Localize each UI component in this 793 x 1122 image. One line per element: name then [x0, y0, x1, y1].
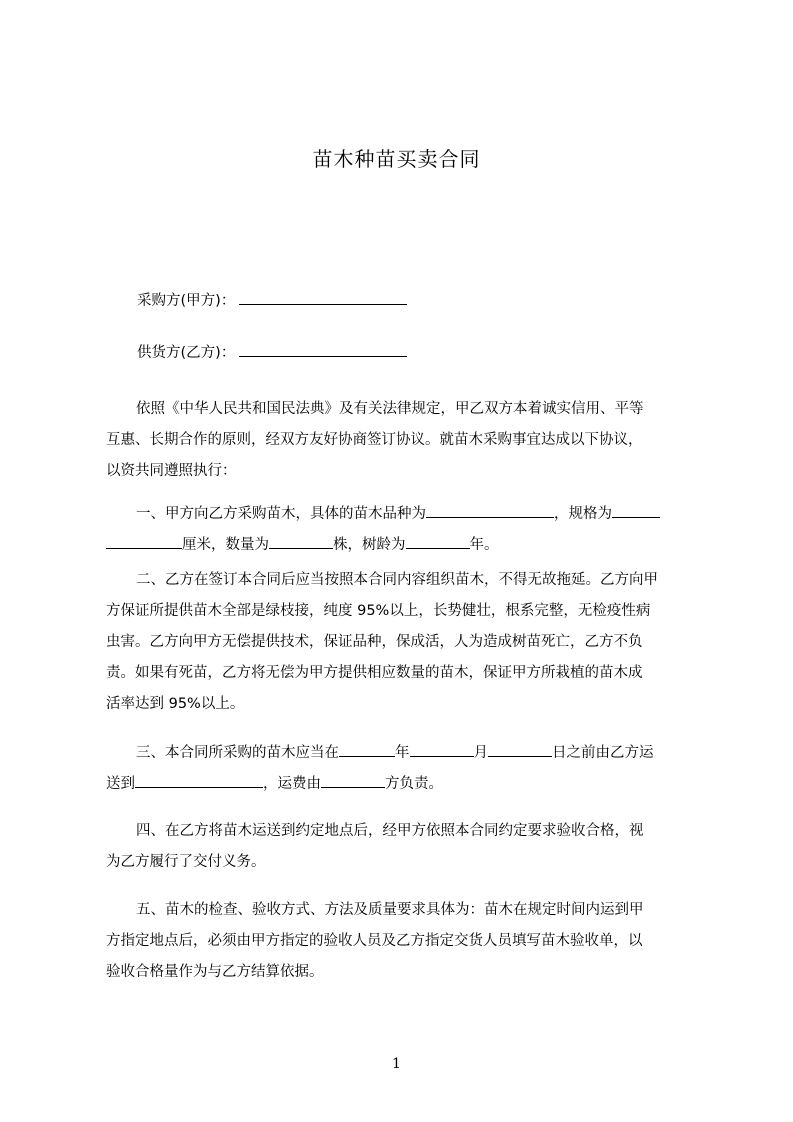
paragraph-line: 活率达到 95%以上。 [106, 696, 245, 712]
party-a-field [137, 290, 407, 310]
clause-1-text-c: 厘米，数量为 [182, 537, 269, 553]
clause-3-text-g: 方负责。 [385, 776, 443, 792]
clause-1-text-e: 年。 [469, 537, 499, 553]
paragraph-line [106, 499, 702, 530]
clause-4-paragraph [106, 816, 702, 878]
party-b-field [137, 342, 407, 362]
clause-1-text-a: 一、甲方向乙方采购苗木，具体的苗木品种为 [136, 506, 426, 522]
paragraph-line: 二、乙方在签订本合同后应当按照本合同内容组织苗木，不得无故拖延。乙方向甲 [136, 572, 658, 588]
paragraph-line: 互惠、长期合作的原则，经双方友好协商签订协议。就苗木采购事宜达成以下协议， [106, 432, 643, 448]
paragraph-line: 五、苗木的检查、验收方式、方法及质量要求具体为：苗木在规定时间内运到甲 [136, 902, 644, 918]
spec-blank [612, 501, 660, 518]
destination-blank [135, 771, 263, 788]
clause-5-paragraph [106, 895, 702, 988]
paragraph-line: 四、在乙方将苗木运送到约定地点后，经甲方依照本合同约定要求验收合格，视 [136, 823, 644, 839]
party-b-label: 供货方(乙方)： [137, 345, 236, 361]
quantity-blank [269, 532, 333, 549]
clause-2-paragraph [106, 565, 702, 720]
document-title: 苗木种苗买卖合同 [312, 147, 481, 171]
month-blank [410, 740, 474, 757]
clause-3-text-d: 日之前由乙方运 [552, 745, 654, 761]
paragraph-line: 依照《中华人民共和国民法典》及有关法律规定，甲乙双方本着诚实信用、平等 [136, 401, 644, 417]
spec-blank-continued [106, 532, 182, 549]
paragraph-line: 方保证所提供苗木全部是绿枝接，纯度 95%以上，长势健壮，根系完整，无检疫性病 [106, 603, 651, 619]
year-blank [339, 740, 395, 757]
freight-party-blank [321, 771, 385, 788]
variety-blank [426, 501, 554, 518]
clause-3-text-c: 月 [473, 745, 488, 761]
paragraph-line: 验收合格量作为与乙方结算依据。 [106, 964, 324, 980]
day-blank [488, 740, 552, 757]
paragraph-line [106, 769, 702, 800]
paragraph-line: 以资共同遵照执行： [106, 463, 237, 479]
paragraph-line: 虫害。乙方向甲方无偿提供技术，保证品种，保成活，人为造成树苗死亡，乙方不负 [106, 634, 643, 650]
page-number: 1 [392, 1056, 401, 1072]
party-a-label: 采购方(甲方)： [137, 293, 236, 309]
clause-3-paragraph [106, 738, 702, 800]
clause-3-text-e: 送到 [106, 776, 135, 792]
clause-3-text-a: 三、本合同所采购的苗木应当在 [136, 745, 339, 761]
paragraph-line [106, 530, 702, 561]
clause-1-text-b: ，规格为 [554, 506, 612, 522]
party-a-blank [239, 290, 407, 305]
clause-1-paragraph [106, 499, 702, 561]
party-b-blank [239, 342, 407, 357]
clause-1-text-d: 株，树龄为 [333, 537, 406, 553]
clause-3-text-b: 年 [395, 745, 410, 761]
paragraph-line: 为乙方履行了交付义务。 [106, 854, 266, 870]
preamble-paragraph [106, 394, 702, 487]
paragraph-line [106, 738, 702, 769]
tree-age-blank [406, 532, 470, 549]
paragraph-line: 责。如果有死苗，乙方将无偿为甲方提供相应数量的苗木，保证甲方所栽植的苗木成 [106, 665, 643, 681]
paragraph-line: 方指定地点后，必须由甲方指定的验收人员及乙方指定交货人员填写苗木验收单，以 [106, 933, 643, 949]
clause-3-text-f: ，运费由 [263, 776, 321, 792]
